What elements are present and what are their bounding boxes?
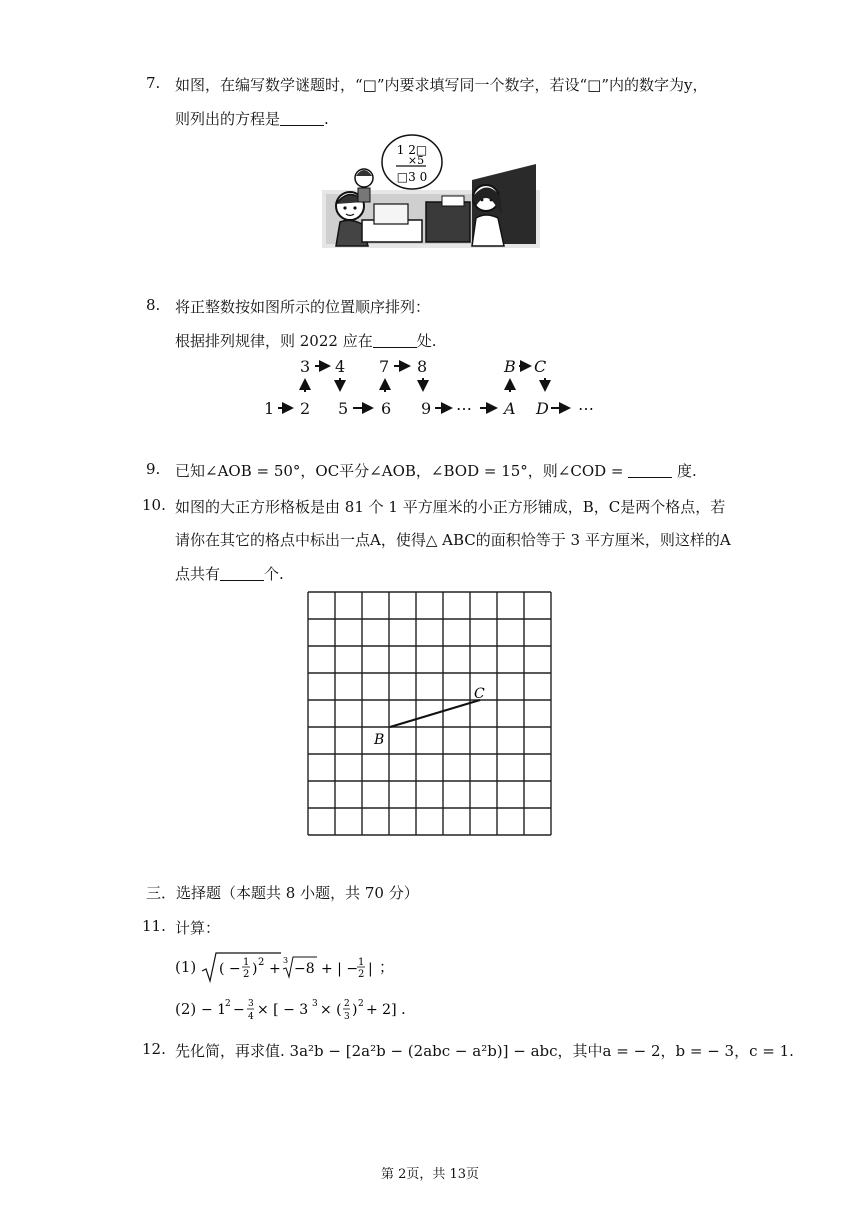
q9-line (175, 460, 697, 481)
svg-text:4: 4 (248, 1012, 254, 1022)
svg-text:1: 1 (243, 957, 250, 968)
q11-part2-tail: . (401, 1000, 406, 1018)
svg-text:2: 2 (258, 957, 265, 968)
q7-answer-blank (280, 111, 324, 126)
q8-top-7: 7 (379, 357, 390, 376)
svg-text:|: | (368, 961, 373, 977)
svg-text:+ | −: + | − (321, 961, 359, 977)
svg-text:): ) (352, 1002, 358, 1018)
q10-grid-diagram (304, 588, 558, 842)
q11-part1-expression (201, 951, 379, 985)
q8-bottom-9: 9 (421, 399, 432, 418)
q11-part2 (175, 996, 406, 1024)
q8-bottom-2: 2 (300, 399, 311, 418)
q8-line1: 将正整数按如图所示的位置顺序排列： (175, 298, 431, 316)
svg-text:−8: −8 (294, 961, 315, 977)
q10-line1: 如图的大正方形格板是由 81 个 1 平方厘米的小正方形铺成，B，C是两个格点，若 (175, 498, 726, 516)
q8-pattern-diagram (258, 352, 608, 422)
q8-top-3: 3 (300, 357, 311, 376)
q10-segment-bc (390, 700, 480, 727)
q9-text-end: 度. (672, 462, 697, 480)
q7-line2 (175, 108, 329, 129)
q7-line2-end: . (324, 110, 329, 128)
q11-intro: 计算： (175, 919, 221, 937)
q7-puzzle-row3: □3 0 (396, 170, 428, 184)
svg-text:2: 2 (344, 999, 350, 1009)
q9-text: 已知∠AOB = 50°，OC平分∠AOB，∠BOD = 15°，则∠COD = (175, 462, 629, 480)
svg-text:2: 2 (358, 969, 365, 980)
q8-line2 (175, 330, 437, 351)
q8-bottom-d: D (536, 399, 549, 418)
svg-text:− 1: − 1 (201, 1002, 227, 1018)
svg-text:1: 1 (358, 957, 365, 968)
svg-text:× (: × ( (320, 1002, 342, 1018)
q10-line3-end: 个. (264, 565, 284, 583)
q7-illustration (322, 134, 540, 248)
q12-text: 先化简，再求值. 3a²b − [2a²b − (2abc − a²b)] − abc，其中a = − 2，b = − 3，c = 1. (175, 1042, 794, 1060)
q8-top-8: 8 (417, 357, 428, 376)
q7-puzzle-row1: 1 2□ (396, 143, 428, 157)
svg-text:3: 3 (248, 999, 254, 1009)
q8-line2-end: 处. (416, 332, 437, 350)
q7-line2-text: 则列出的方程是 (175, 110, 281, 128)
q8-bottom-a: A (504, 399, 516, 418)
q7-line1: 如图，在编写数学谜题时，“□”内要求填写同一个数字，若设“□”内的数字为y， (175, 76, 708, 94)
q9-number: 9. (146, 460, 161, 478)
q8-top-c: C (534, 357, 547, 376)
svg-text:( −: ( − (219, 961, 241, 977)
svg-text:2: 2 (225, 999, 231, 1009)
svg-text:+ 2]: + 2] (366, 1002, 397, 1018)
q10-line2: 请你在其它的格点中标出一点A，使得△ ABC的面积恰等于 3 平方厘米，则这样的A (175, 531, 731, 549)
q7-puzzle-row2: ×5 (407, 154, 425, 167)
q11-part1-tail: ； (379, 958, 395, 976)
svg-text:3: 3 (344, 1012, 350, 1022)
svg-text:3: 3 (312, 999, 318, 1009)
q8-bottom-1: 1 (264, 399, 275, 418)
svg-text:+: + (269, 961, 281, 977)
q9-answer-blank (628, 463, 672, 478)
svg-text:2: 2 (243, 969, 250, 980)
q12-number: 12. (142, 1040, 166, 1058)
q10-number: 10. (142, 496, 166, 514)
q10-label-c: C (474, 686, 485, 702)
q8-bottom-dots2: ⋯ (578, 399, 594, 418)
q8-answer-blank (373, 333, 417, 348)
svg-text:× [ − 3: × [ − 3 (257, 1002, 309, 1018)
q11-number: 11. (142, 917, 166, 935)
q11-part1 (175, 951, 394, 985)
q10-answer-blank (220, 566, 264, 581)
q8-number: 8. (146, 296, 161, 314)
q10-grid-lines (308, 592, 551, 835)
page-footer: 第 2页，共 13页 (380, 1167, 480, 1182)
q11-part1-label: (1) (175, 958, 197, 976)
q8-bottom-6: 6 (381, 399, 392, 418)
q8-bottom-dots1: ⋯ (456, 399, 472, 418)
section-title: 三．选择题（本题共 8 小题，共 70 分） (146, 884, 419, 902)
svg-text:−: − (233, 1002, 245, 1018)
q8-bottom-5: 5 (338, 399, 349, 418)
q11-part2-label: (2) (175, 1000, 197, 1018)
q10-line3 (175, 563, 284, 584)
q8-top-b: B (504, 357, 516, 376)
svg-text:3: 3 (283, 956, 289, 965)
q11-part2-expression (201, 996, 401, 1024)
q7-number: 7. (146, 74, 161, 92)
q8-line2-text: 根据排列规律，则 2022 应在 (175, 332, 373, 350)
q8-top-4: 4 (335, 357, 346, 376)
q10-label-b: B (374, 732, 385, 748)
q10-line3-text: 点共有 (175, 565, 221, 583)
svg-text:2: 2 (358, 999, 364, 1009)
svg-text:): ) (252, 961, 258, 977)
